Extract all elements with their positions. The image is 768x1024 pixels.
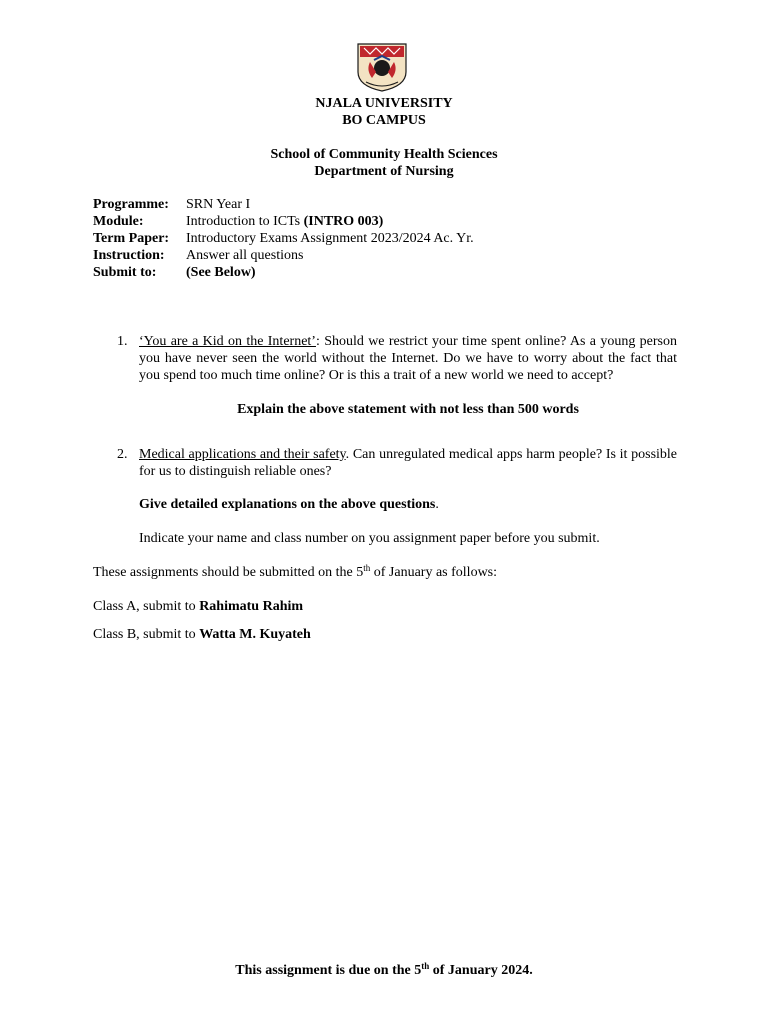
submission-intro-pre: These assignments should be submitted on the 5 — [93, 565, 364, 580]
question-1-directive: Explain the above statement with not less than 500 words — [237, 402, 579, 417]
submit-value: (See Below) — [186, 265, 256, 280]
instruction-value: Answer all questions — [186, 248, 304, 263]
due-date-footer — [0, 963, 768, 979]
instruction-row — [93, 247, 474, 264]
term-label: Term Paper: — [93, 231, 170, 246]
module-value: Introduction to ICTs — [186, 214, 301, 229]
question-1-text: : Should we restrict your time spent online? As a young person you have never seen the world without the Internet. Do we have to worry about the fact that you spend too much time online? Or is this a trait of a new world we need to accept? — [139, 334, 677, 383]
question-1-topic: ‘You are a Kid on the Internet’ — [139, 334, 316, 349]
programme-row — [93, 196, 474, 213]
submit-row — [93, 264, 474, 281]
module-row — [93, 213, 474, 230]
question-2-topic: Medical applications and their safety — [139, 447, 346, 462]
submission-intro — [93, 565, 497, 581]
school-name: School of Community Health Sciences — [270, 147, 498, 162]
class-a-pre: Class A, submit to — [93, 599, 200, 614]
module-label: Module: — [93, 214, 144, 229]
term-value: Introductory Exams Assignment 2023/2024 Ac. Yr. — [186, 231, 474, 246]
question-1 — [117, 333, 677, 384]
submission-intro-sup: th — [363, 563, 371, 573]
instruction-label: Instruction: — [93, 248, 165, 263]
question-2-directive-line — [139, 497, 439, 513]
programme-value: SRN Year I — [186, 197, 251, 212]
class-a-name: Rahimatu Rahim — [199, 599, 304, 614]
university-crest-icon — [352, 42, 412, 92]
footer-pre: This assignment is due on the 5 — [235, 963, 422, 978]
programme-label: Programme: — [93, 197, 169, 212]
class-b-name: Watta M. Kuyateh — [199, 627, 311, 642]
question-2-directive: Give detailed explanations on the above questions — [139, 497, 436, 512]
question-2-number: 2. — [117, 447, 128, 462]
question-2-directive-end: . — [435, 497, 439, 512]
term-row — [93, 230, 474, 247]
assignment-details — [93, 196, 474, 281]
department-name: Department of Nursing — [314, 164, 454, 179]
submission-intro-post: of January as follows: — [370, 565, 498, 580]
question-2 — [117, 446, 677, 480]
university-name: NJALA UNIVERSITY — [315, 96, 453, 111]
campus-name: BO CAMPUS — [342, 113, 426, 128]
footer-sup: th — [421, 961, 430, 971]
class-b-pre: Class B, submit to — [93, 627, 200, 642]
submission-note: Indicate your name and class number on you assignment paper before you submit. — [139, 531, 600, 546]
class-a-line — [93, 599, 303, 615]
question-2-text: . Can unregulated medical apps harm people? Is it possible for us to distinguish reliable ones? — [139, 447, 678, 479]
footer-post: of January 2024. — [429, 963, 533, 978]
submit-label: Submit to: — [93, 265, 157, 280]
class-b-line — [93, 627, 311, 643]
question-1-number: 1. — [117, 334, 128, 349]
module-code: (INTRO 003) — [303, 214, 384, 229]
